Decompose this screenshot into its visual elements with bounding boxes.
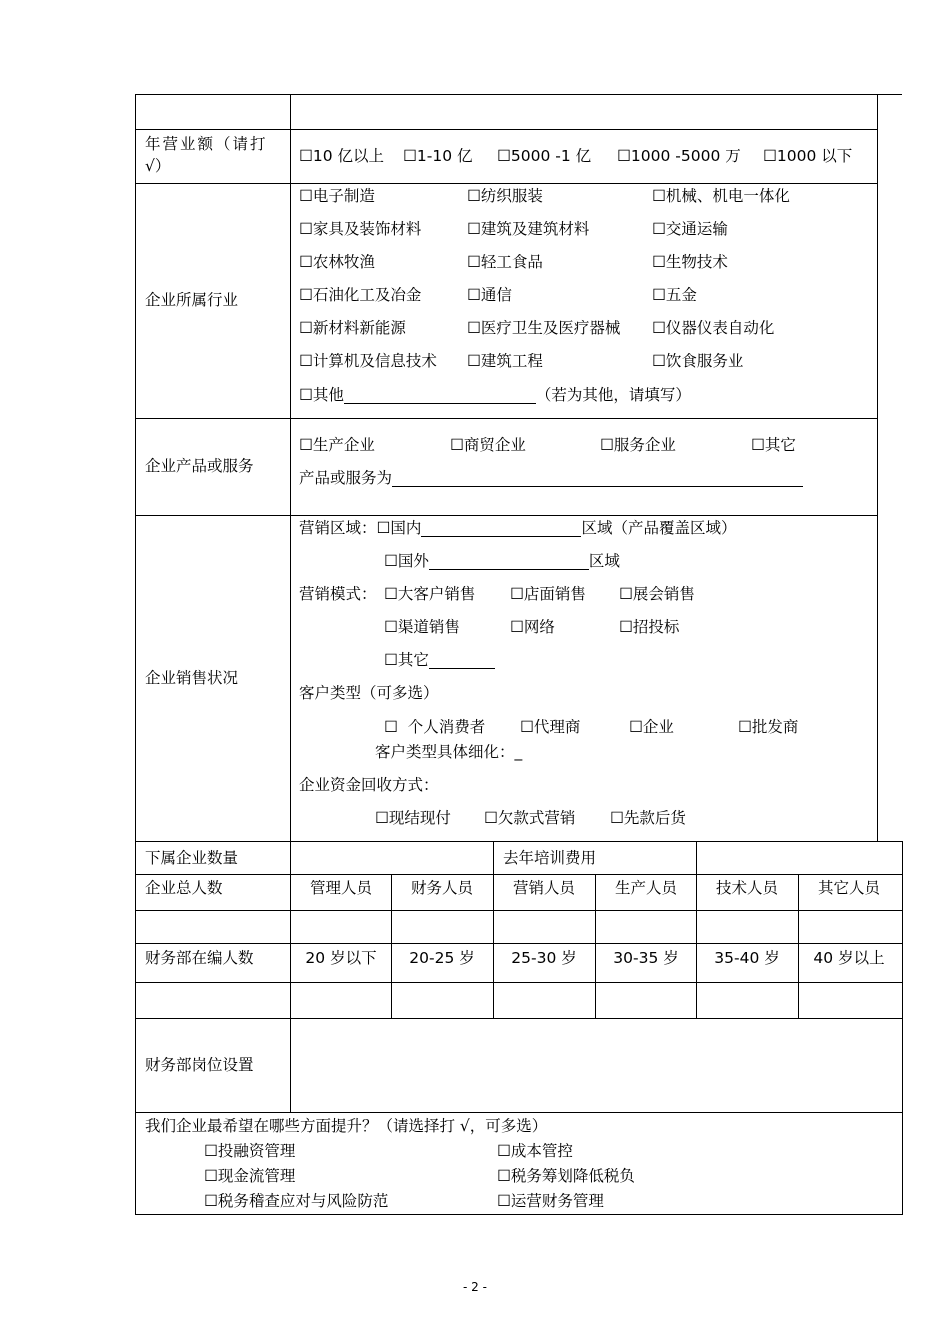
customer-type-label: 客户类型（可多选）	[299, 684, 439, 702]
product-option[interactable]: ☐ 服务企业	[600, 438, 676, 454]
industry-option[interactable]: ☐ 机械、机电一体化	[652, 189, 790, 205]
product-label: 企业产品或服务	[145, 457, 254, 475]
industry-option[interactable]: ☐ 建筑及建筑材料	[467, 222, 589, 238]
sales-mode-label: 营销模式：	[299, 585, 377, 603]
subsidiaries-label: 下属企业数量	[145, 849, 239, 867]
industry-other[interactable]: ☐ 其他 （若为其他，请填写）	[299, 388, 691, 404]
sales-mode-option[interactable]: ☐ 展会销售	[619, 587, 695, 603]
payment-option[interactable]: ☐ 欠款式营销	[484, 811, 575, 827]
industry-option[interactable]: ☐ 电子制造	[299, 189, 375, 205]
region-domestic[interactable]: 营销区域：☐ 国内 区域（产品覆盖区域）	[299, 521, 736, 537]
industry-option[interactable]: ☐ 石油化工及冶金	[299, 288, 421, 304]
finance-positions-label: 财务部岗位设置	[145, 1056, 254, 1074]
industry-option[interactable]: ☐ 医疗卫生及医疗器械	[467, 321, 620, 337]
customer-type-option[interactable]: ☐ 代理商	[520, 720, 580, 736]
revenue-option[interactable]: ☐ 10 亿以上	[299, 149, 384, 165]
staff-column-header: 生产人员	[614, 879, 677, 897]
industry-option[interactable]: ☐ 五金	[652, 288, 697, 304]
product-option[interactable]: ☐ 其它	[751, 438, 796, 454]
customer-type-option[interactable]: ☐ 批发商	[738, 720, 798, 736]
product-option[interactable]: ☐ 生产企业	[299, 438, 375, 454]
industry-option[interactable]: ☐ 建筑工程	[467, 354, 543, 370]
industry-option[interactable]: ☐ 交通运输	[652, 222, 728, 238]
industry-option[interactable]: ☐ 家具及装饰材料	[299, 222, 421, 238]
customer-type-option[interactable]: ☐ 个人消费者	[384, 718, 486, 736]
finance-age-header: 40 岁以上	[813, 949, 885, 967]
sales-mode-option[interactable]: ☐ 渠道销售	[384, 620, 460, 636]
staff-label: 企业总人数	[145, 879, 223, 897]
industry-option[interactable]: ☐ 纺织服装	[467, 189, 543, 205]
revenue-option[interactable]: ☐ 1000 以下	[763, 149, 852, 165]
staff-column-header: 技术人员	[715, 879, 778, 897]
customer-detail[interactable]: 客户类型具体细化：_	[375, 743, 523, 761]
revenue-option[interactable]: ☐ 1000 -5000 万	[617, 149, 741, 165]
improvement-option[interactable]: ☐ 运营财务管理	[497, 1194, 604, 1210]
staff-column-header: 其它人员	[817, 879, 880, 897]
industry-option[interactable]: ☐ 计算机及信息技术	[299, 354, 437, 370]
finance-age-header: 25-30 岁	[511, 949, 577, 967]
payment-option[interactable]: ☐ 现结现付	[375, 811, 451, 827]
improvement-option[interactable]: ☐ 成本管控	[497, 1144, 573, 1160]
sales-mode-option[interactable]: ☐ 招投标	[619, 620, 679, 636]
finance-age-header: 35-40 岁	[714, 949, 780, 967]
staff-column-header: 营销人员	[512, 879, 575, 897]
payment-label: 企业资金回收方式：	[299, 776, 439, 794]
industry-option[interactable]: ☐ 新材料新能源	[299, 321, 406, 337]
page-number: - 2 -	[463, 1280, 487, 1294]
sales-mode-option[interactable]: ☐ 网络	[510, 620, 555, 636]
improvement-option[interactable]: ☐ 税务筹划降低税负	[497, 1169, 635, 1185]
finance-age-header: 30-35 岁	[613, 949, 679, 967]
industry-option[interactable]: ☐ 通信	[467, 288, 512, 304]
revenue-option[interactable]: ☐ 5000 -1 亿	[497, 149, 591, 165]
payment-option[interactable]: ☐ 先款后货	[610, 811, 686, 827]
finance-age-header: 20 岁以下	[305, 949, 377, 967]
sales-mode-option[interactable]: ☐ 店面销售	[510, 587, 586, 603]
industry-option[interactable]: ☐ 饮食服务业	[652, 354, 743, 370]
product-field[interactable]: 产品或服务为	[299, 471, 803, 487]
industry-option[interactable]: ☐ 生物技术	[652, 255, 728, 271]
improvement-option[interactable]: ☐ 现金流管理	[204, 1169, 295, 1185]
revenue-label: 年营业额（请打	[145, 135, 268, 153]
customer-type-option[interactable]: ☐ 企业	[629, 720, 674, 736]
region-foreign[interactable]: ☐ 国外 区域	[384, 554, 620, 570]
training-cost-label: 去年培训费用	[503, 849, 597, 867]
industry-option[interactable]: ☐ 仪器仪表自动化	[652, 321, 774, 337]
finance-age-header: 20-25 岁	[409, 949, 475, 967]
staff-column-header: 财务人员	[410, 879, 473, 897]
sales-mode-option[interactable]: ☐ 大客户销售	[384, 587, 475, 603]
product-option[interactable]: ☐ 商贸企业	[450, 438, 526, 454]
improvement-option[interactable]: ☐ 税务稽查应对与风险防范	[204, 1194, 388, 1210]
industry-other-hint: （若为其他，请填写）	[535, 386, 691, 404]
sales-label: 企业销售状况	[145, 669, 239, 687]
industry-option[interactable]: ☐ 轻工食品	[467, 255, 543, 271]
revenue-label-2: √）	[145, 157, 171, 175]
industry-option[interactable]: ☐ 农林牧渔	[299, 255, 375, 271]
revenue-option[interactable]: ☐ 1-10 亿	[403, 149, 473, 165]
finance-staff-label: 财务部在编人数	[145, 949, 254, 967]
sales-mode-other[interactable]: ☐ 其它	[384, 653, 495, 669]
staff-column-header: 管理人员	[309, 879, 372, 897]
improvement-question: 我们企业最希望在哪些方面提升？（请选择打 √，可多选）	[145, 1117, 548, 1135]
industry-label: 企业所属行业	[145, 291, 239, 309]
improvement-option[interactable]: ☐ 投融资管理	[204, 1144, 295, 1160]
